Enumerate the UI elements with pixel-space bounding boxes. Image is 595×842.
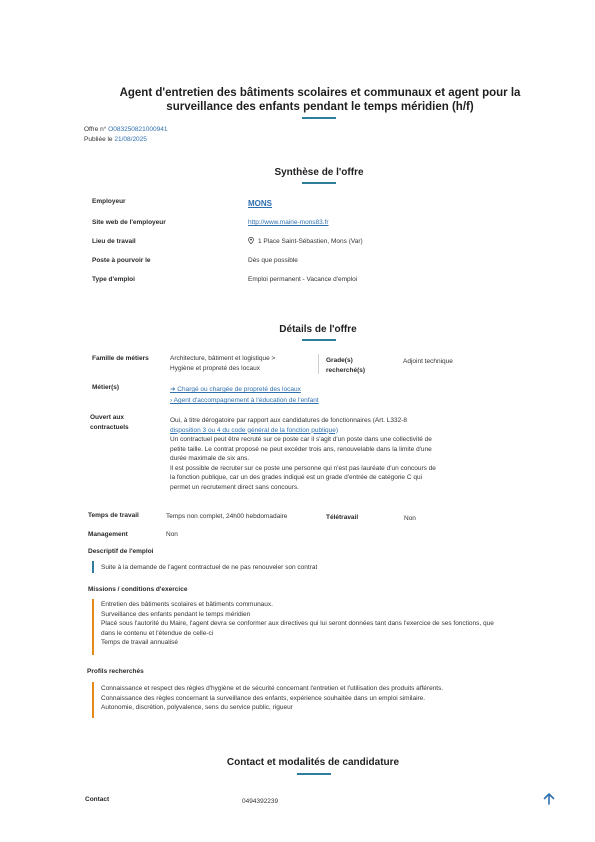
poste-label: Poste à pourvoir le [92,257,151,264]
profils-bar [92,682,94,718]
arrow-right-icon: ➔ [170,386,178,393]
missions-line-3: Placé sous l'autorité du Maire, l'agent devra se conformer aux directives qui lui seront données tant dans l'exercice de ses fonctions, que [101,620,494,627]
contact-phone: 0494392239 [242,798,279,805]
synthese-heading: Synthèse de l'offre [274,167,364,178]
profils-line-2: Connaissance des règles concernant la surveillance des enfants, expérience souhaitée dans un emploi similaire. [101,694,426,702]
management-value: Non [166,531,178,538]
management-label: Management [88,531,128,538]
teletravail-value: Non [404,515,416,522]
contact-underline [297,773,331,775]
missions-line-4: dans le contenu et l'étendue de celle-ci [101,629,214,637]
grade-label-2: recherché(s) [326,367,366,374]
details-heading: Détails de l'offre [279,324,357,335]
employeur-label: Employeur [92,198,126,205]
teletravail-label: Télétravail [326,514,359,521]
site-link[interactable]: http://www.mairie-mons83.fr [248,219,329,226]
contact-label: Contact [85,796,110,803]
descriptif-label: Descriptif de l'emploi [88,548,154,555]
famille-value-2: Hygiène et propreté des locaux [170,365,260,372]
contract-line-3: Un contractuel peut être recruté sur ce poste car il s'agit d'un poste dans une collectivité de [170,436,432,443]
employeur-link[interactable]: MONS [248,199,272,208]
offer-number-label: Offre n° [84,126,107,133]
famille-label: Famille de métiers [92,355,149,362]
type-value: Emploi permanent - Vacance d'emploi [248,276,358,283]
site-label: Site web de l'employeur [92,219,166,226]
lieu-label: Lieu de travail [92,238,136,245]
grade-label-1: Grade(s) [326,357,353,364]
contract-label-2: contractuels [90,424,129,431]
missions-text [101,600,546,648]
page-title: Agent d'entretien des bâtiments scolaires et communaux et agent pour la surveillance des enfants pendant le temps méridien (h/f) [119,87,521,113]
contract-line-1: Oui, à titre dérogatoire par rapport aux candidatures de fonctionnaires (Art. L332-8 [170,417,408,424]
offer-number-line [84,125,167,134]
map-pin-icon [248,237,254,244]
synthese-underline [302,182,336,184]
descriptif-bar [92,561,94,573]
chevron-right-icon: › [170,397,174,404]
contract-text [170,416,540,492]
famille-value-1: Architecture, bâtiment et logistique > [170,355,276,362]
title-underline [302,117,336,119]
lieu-text: 1 Place Saint-Sébastien, Mons (Var) [258,238,363,245]
missions-line-1: Entretien des bâtiments scolaires et bâtiments communaux. [101,601,273,608]
temps-label: Temps de travail [88,512,139,519]
contract-label-1: Ouvert aux [90,414,124,421]
metier-1-text: Chargé ou chargée de propreté des locaux [177,386,301,393]
contract-line-6: Il est possible de recruter sur ce poste une personne qui n'est pas lauréate d'un concours de [170,464,436,472]
offer-number: O083250821000941 [108,126,168,133]
lieu-value [248,237,363,247]
contract-line-4: petite taille. Le contrat proposé ne peut excéder trois ans, renouvelable dans la limite d'une [170,445,432,453]
type-label: Type d'emploi [92,276,135,283]
metier-link-2[interactable] [170,396,319,406]
contract-line-7: la fonction publique, car un des grades indiqué est un grade d'entrée de catégorie C qui [170,474,423,481]
contract-line-2[interactable]: disposition 3 ou 4 du code général de la fonction publique) [170,426,339,434]
descriptif-value: Suite à la demande de l'agent contractuel de ne pas renouveler son contrat [101,564,318,571]
poste-value: Dès que possible [248,257,298,264]
details-underline [302,339,336,341]
contract-line-8: permet un recrutement direct sans concours. [170,483,299,491]
grade-value: Adjoint technique [403,358,453,365]
published-label: Publiée le [84,136,113,143]
grade-divider [318,354,319,374]
missions-line-2: Surveillance des enfants pendant le temps méridien [101,610,251,618]
published-line [84,135,147,144]
missions-bar [92,599,94,655]
profils-label: Profils recherchés [87,668,144,675]
missions-label: Missions / conditions d'exercice [88,586,188,593]
profils-text [101,684,546,713]
profils-line-1: Connaissance et respect des règles d'hygiène et de sécurité concernant l'entretien et l'utilisation des produits afférents. [101,685,444,692]
profils-line-3: Autonomie, discrétion, polyvalence, sens du service public, rigueur [101,704,293,711]
temps-value: Temps non complet, 24h00 hebdomadaire [166,513,288,520]
contact-heading: Contact et modalités de candidature [226,757,400,768]
contract-line-5: durée maximale de six ans. [170,455,250,462]
arrow-up-icon[interactable] [542,792,556,806]
metier-link-1[interactable] [170,385,301,395]
missions-line-5: Temps de travail annualisé [101,639,178,646]
published-date: 21/08/2025 [114,136,147,143]
metier-2-text: Agent d'accompagnement à l'éducation de l'enfant [173,397,319,404]
metier-label: Métier(s) [92,384,120,391]
